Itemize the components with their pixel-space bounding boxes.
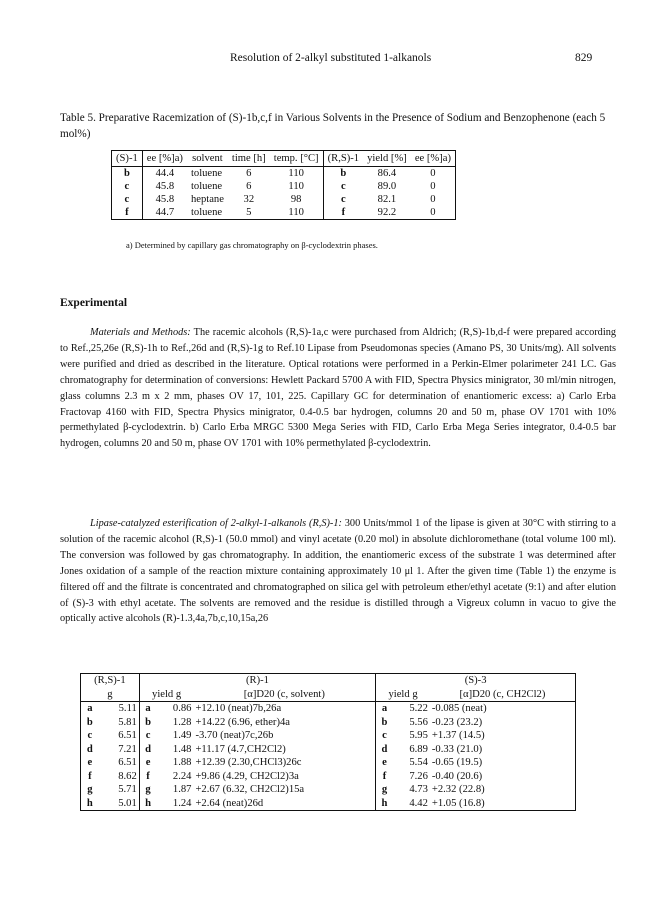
table5-cell: c bbox=[112, 180, 143, 193]
products-cell: d bbox=[145, 743, 152, 755]
table5-caption: Table 5. Preparative Racemization of (S)-1b,c,f in Various Solvents in the Presence of Sodium and Benzophenone (each 5 mol%) bbox=[60, 112, 606, 140]
products-row bbox=[81, 797, 576, 811]
table5-cell: f bbox=[341, 207, 346, 218]
products-cell: g bbox=[145, 784, 151, 796]
table5-row bbox=[112, 180, 456, 193]
products-cell: 5.11 bbox=[99, 702, 140, 716]
table5-cell: 86.4 bbox=[377, 168, 397, 179]
products-cell: 5.54 bbox=[409, 757, 428, 769]
subheader: [α]D20 (c, CH2Cl2) bbox=[430, 688, 576, 702]
table5-header: yield [%] bbox=[363, 151, 411, 167]
table5-header: (R,S)-1 bbox=[323, 151, 363, 167]
products-cell: f bbox=[146, 770, 150, 782]
products-body bbox=[81, 702, 576, 811]
products-row bbox=[81, 716, 576, 730]
products-cell: a bbox=[145, 703, 151, 715]
products-cell: -0.65 (19.5) bbox=[431, 757, 483, 769]
products-cell: 1.28 bbox=[172, 716, 192, 728]
products-cell: 1.48 bbox=[172, 743, 192, 755]
products-cell: +1.37 (14.5) bbox=[431, 730, 485, 742]
products-cell: 1.24 bbox=[172, 797, 192, 809]
products-cell: +2.64 (neat)26d bbox=[193, 797, 375, 811]
table5-header-row bbox=[112, 151, 456, 167]
table5-cell: c bbox=[112, 193, 143, 206]
products-cell: +2.67 (6.32, CH2Cl2)15a bbox=[193, 783, 375, 797]
table5-cell: toluene bbox=[190, 168, 223, 179]
products-cell: 7.26 bbox=[409, 770, 428, 782]
table5-cell: heptane bbox=[190, 194, 224, 205]
products-cell: c bbox=[145, 730, 151, 742]
products-cell: -0.40 (20.6) bbox=[431, 770, 483, 782]
table5-cell: 32 bbox=[243, 194, 255, 205]
page-number: 829 bbox=[575, 52, 593, 64]
table5-cell: 110 bbox=[270, 180, 323, 193]
products-cell: +12.39 (2.30,CHCl3)26c bbox=[193, 756, 375, 770]
paragraph-text: The racemic alcohols (R,S)-1a,c were purchased from Aldrich; (R,S)-1b,d-f were prepared according to Ref.,25,26e (R,S)-1h to Ref.,26d and (R,S)-1g to Ref.10 Lipase from Pseudomonas species (Amano PS, 30 Units/mg). All solvents were purified and dried as described in the literature. Optical rotations were performed in a Perkin-Elmer polarimeter 241 LC. Gas chromatography for determination of conversions: Hewlett Packard 5700 A with FID, Spectra Physics minigrator, 30 ml/min nitrogen, glass columns 2.3 m x 2 mm, phases OV 17, 101, 225. Capillary GC for determination of enantiomeric excess: a) Carlo Erba Fractovap 4160 with FID, Spectra Physics minigrator, 0.4-0.5 bar hydrogen, columns 20 and 50 m, phase OV 1701 with 10% permethylated β-cyclodextrin. b) Carlo Erba MRGC 5300 Mega Series with FID, Carlo Erba Mega Series integrator, 0.4-0.5 bar hydrogen, columns 20 and 50 m, phase OV 1701 with 10% permethylated β-cyclodextrin. bbox=[60, 327, 616, 450]
table5-header: temp. [°C] bbox=[270, 151, 323, 167]
table5-header: ee [%]a) bbox=[142, 151, 187, 167]
products-cell: e bbox=[145, 757, 151, 769]
products-cell: c bbox=[87, 730, 93, 742]
products-cell: -0.085 (neat) bbox=[431, 703, 487, 715]
group-header: (R)-1 bbox=[139, 674, 375, 688]
products-row bbox=[81, 783, 576, 797]
table5-cell: 6 bbox=[246, 168, 252, 179]
products-cell: d bbox=[381, 743, 388, 755]
table5-cell: f bbox=[112, 206, 143, 220]
table5-cell: toluene bbox=[190, 207, 223, 218]
products-cell: 1.49 bbox=[172, 730, 192, 742]
products-cell: h bbox=[145, 797, 152, 809]
products-cell: 4.73 bbox=[409, 784, 428, 796]
products-cell: -0.23 (23.2) bbox=[431, 716, 483, 728]
products-cell: 6.89 bbox=[409, 743, 428, 755]
table5-cell: 0 bbox=[430, 207, 436, 218]
products-cell: 2.24 bbox=[172, 770, 192, 782]
products-cell: h bbox=[381, 797, 388, 809]
products-group-row bbox=[81, 674, 576, 688]
table5-cell: toluene bbox=[190, 181, 223, 192]
section-title: Experimental bbox=[60, 297, 128, 309]
products-cell: a bbox=[381, 703, 388, 715]
table5-cell: 89.0 bbox=[377, 181, 397, 192]
table5 bbox=[111, 150, 456, 220]
table5-row bbox=[112, 193, 456, 206]
products-row bbox=[81, 770, 576, 784]
products-cell: +1.05 (16.8) bbox=[431, 797, 485, 809]
table5-cell: 44.4 bbox=[155, 168, 175, 179]
products-cell: 8.62 bbox=[99, 770, 140, 784]
products-cell: 5.01 bbox=[99, 797, 140, 811]
products-cell: 1.88 bbox=[172, 757, 192, 769]
products-cell: +11.17 (4.7,CH2Cl2) bbox=[193, 743, 375, 757]
products-cell: +2.32 (22.8) bbox=[431, 784, 485, 796]
table5-cell: 6 bbox=[246, 181, 252, 192]
products-cell: e bbox=[87, 757, 93, 769]
products-cell: 5.95 bbox=[409, 730, 428, 742]
products-cell: 5.81 bbox=[99, 716, 140, 730]
products-row bbox=[81, 743, 576, 757]
table5-cell: c bbox=[340, 181, 346, 192]
table5-footnote: a) Determined by capillary gas chromatography on β-cyclodextrin phases. bbox=[126, 240, 378, 250]
products-cell: h bbox=[86, 797, 93, 809]
table5-cell: 45.8 bbox=[155, 181, 175, 192]
running-title: Resolution of 2-alkyl substituted 1-alkanols bbox=[230, 52, 432, 64]
table5-cell: 5 bbox=[246, 207, 252, 218]
products-cell: d bbox=[86, 743, 93, 755]
table5-cell: 110 bbox=[270, 167, 323, 181]
group-header: (S)-3 bbox=[464, 675, 487, 687]
table5-cell: 44.7 bbox=[155, 207, 175, 218]
table5-body bbox=[112, 167, 456, 220]
subheader: g bbox=[81, 688, 140, 702]
paragraph-lead: Lipase-catalyzed esterification of 2-alkyl-1-alkanols (R,S)-1: bbox=[90, 518, 342, 529]
table5-cell: 110 bbox=[270, 206, 323, 220]
table5-header: (S)-1 bbox=[112, 151, 143, 167]
table5-cell: 45.8 bbox=[155, 194, 175, 205]
products-cell: -3.70 (neat)7c,26b bbox=[193, 729, 375, 743]
products-cell: 6.51 bbox=[99, 729, 140, 743]
table5-cell: b bbox=[340, 168, 347, 179]
table5-cell: 0 bbox=[430, 194, 436, 205]
paragraph-esterification bbox=[60, 516, 616, 627]
products-row bbox=[81, 702, 576, 716]
paragraph-lead: Materials and Methods: bbox=[90, 327, 191, 338]
table5-header: ee [%]a) bbox=[411, 151, 456, 167]
table5-cell: b bbox=[112, 167, 143, 181]
products-cell: b bbox=[86, 716, 93, 728]
products-cell: 7.21 bbox=[99, 743, 140, 757]
products-cell: 4.42 bbox=[409, 797, 428, 809]
products-cell: f bbox=[382, 770, 387, 782]
products-cell: c bbox=[382, 730, 387, 742]
table5-row bbox=[112, 167, 456, 181]
products-cell: 5.56 bbox=[409, 716, 428, 728]
products-cell: 5.22 bbox=[409, 703, 428, 715]
table5-cell: 0 bbox=[430, 168, 436, 179]
products-table bbox=[80, 673, 576, 811]
products-cell: 5.71 bbox=[99, 783, 140, 797]
table5-cell: 0 bbox=[430, 181, 436, 192]
products-row bbox=[81, 729, 576, 743]
subheader: [α]D20 (c, solvent) bbox=[193, 688, 375, 702]
products-cell: e bbox=[382, 757, 387, 769]
products-cell: -0.33 (21.0) bbox=[431, 743, 483, 755]
products-cell: g bbox=[87, 784, 93, 796]
products-cell: +14.22 (6.96, ether)4a bbox=[193, 716, 375, 730]
products-cell: f bbox=[88, 770, 92, 782]
subheader: yield g bbox=[139, 688, 193, 702]
table5-cell: 82.1 bbox=[377, 194, 397, 205]
table5-cell: 92.2 bbox=[377, 207, 397, 218]
group-header: (R,S)-1 bbox=[81, 674, 140, 688]
products-cell: g bbox=[381, 784, 388, 796]
products-cell: a bbox=[87, 703, 93, 715]
products-subheader-row bbox=[81, 688, 576, 702]
products-cell: b bbox=[145, 716, 152, 728]
table5-cell: c bbox=[340, 194, 346, 205]
products-cell: 0.86 bbox=[172, 703, 192, 715]
products-cell: +9.86 (4.29, CH2Cl2)3a bbox=[193, 770, 375, 784]
products-row bbox=[81, 756, 576, 770]
products-cell: 6.51 bbox=[99, 756, 140, 770]
products-cell: b bbox=[381, 716, 388, 728]
paragraph-text: 300 Units/mmol 1 of the lipase is given at 30°C with stirring to a solution of the racemic alcohol (R,S)-1 (50.0 mmol) and vinyl acetate (0.20 mol) in absolute dichloromethane (total volume 100 ml). The conversion was followed by gas chromatography. In addition, the enantiomeric excess of the substrate 1 was determined after Jones oxidation of a sample of the reaction mixture containing approximately 10 μl 1. After the given time (Table 1) the enzyme is filtered off and the filtrate is concentrated and chromatographed on silica gel with petroleum ether/ethyl acetate (9:1) and after elution of (S)-3 with ethyl acetate. The solvents are removed and the residue is distilled through a Vigreux column in vacuo to give the optically active alcohols (R)-1.3,4a,7b,c,10,15a,26 bbox=[60, 518, 616, 625]
table5-row bbox=[112, 206, 456, 220]
products-cell: +12.10 (neat)7b,26a bbox=[193, 702, 375, 716]
products-cell: 1.87 bbox=[172, 784, 192, 796]
table5-cell: 98 bbox=[270, 193, 323, 206]
subheader: yield g bbox=[376, 688, 430, 702]
table5-header: solvent bbox=[187, 151, 228, 167]
table5-header: time [h] bbox=[228, 151, 270, 167]
paragraph-materials bbox=[60, 325, 616, 452]
